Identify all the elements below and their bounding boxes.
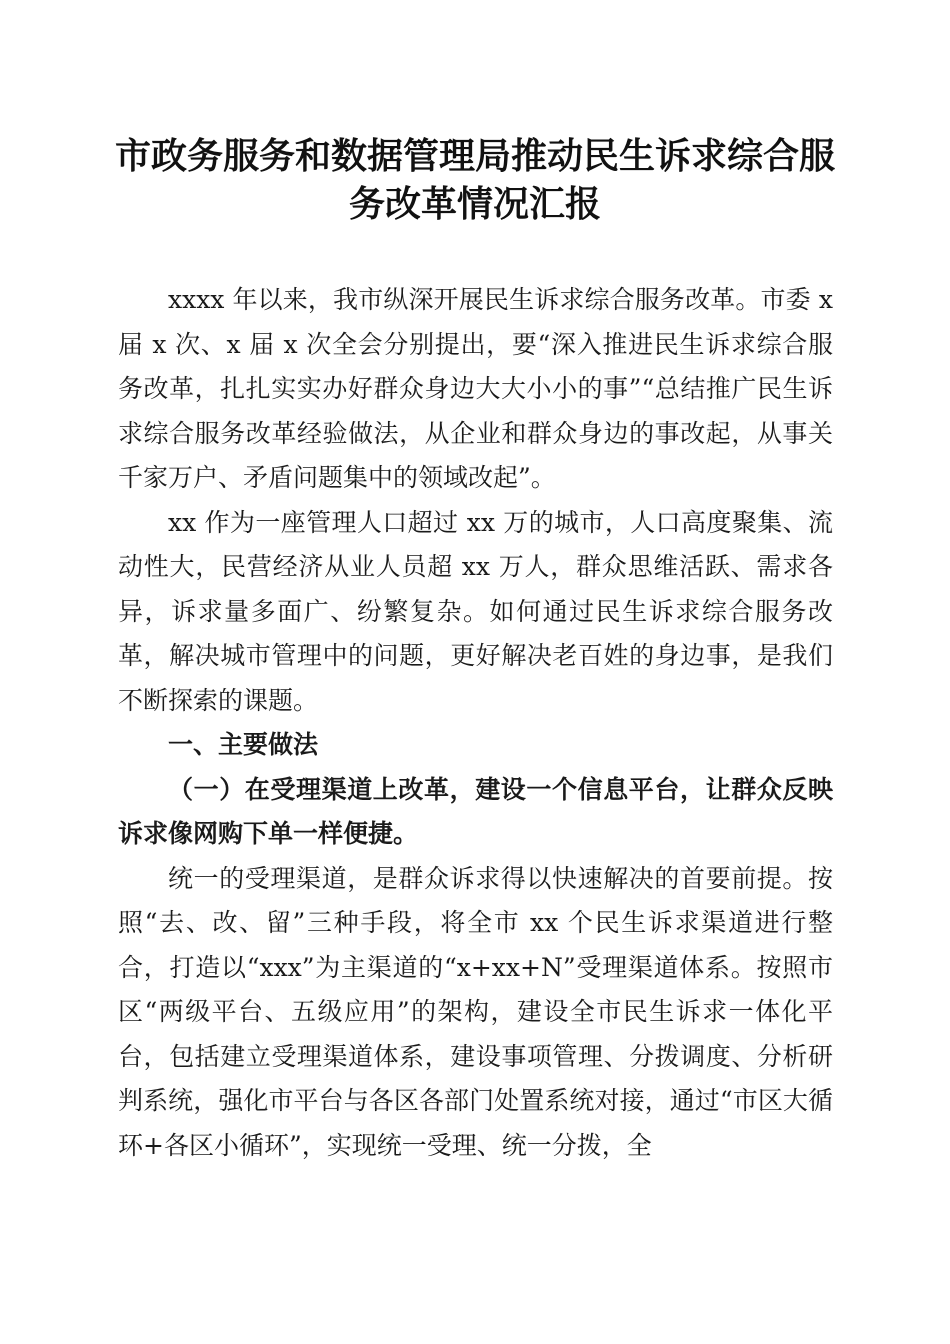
- document-title: [100, 132, 850, 228]
- title-line-2: 务改革情况汇报: [348, 183, 601, 225]
- paragraph-city-context: xx 作为一座管理人口超过 xx 万的城市，人口高度聚集、流动性大，民营经济从业人员超 xx 万人，群众思维活跃、需求各异，诉求量多面广、纷繁复杂。如何通过民生诉求综合服务改革，解决城市管理中的问题，更好解决老百姓的身边事，是我们不断探索的课题。: [118, 507, 833, 715]
- paragraph-channels: 统一的受理渠道，是群众诉求得以快速解决的首要前提。按照“去、改、留”三种手段，将全市 xx 个民生诉求渠道进行整合，打造以“xxx”为主渠道的“x+xx+N”受理渠道体系。按照市区“两级平台、五级应用”的架构，建设全市民生诉求一体化平台，包括建立受理渠道体系，建设事项管理、分拨调度、分析研判系统，强化市平台与各区各部门处置系统对接，通过“市区大循环+各区小循环”，实现统一受理、统一分拨，全: [118, 863, 833, 1160]
- document-body: [118, 278, 833, 1168]
- paragraph-intro: xxxx 年以来，我市纵深开展民生诉求综合服务改革。市委 x 届 x 次、x 届 x 次全会分别提出，要“深入推进民生诉求综合服务改革，扎扎实实办好群众身边大大小小的事”“总结推广民生诉求综合服务改革经验做法，从企业和群众身边的事改起，从事关千家万户、矛盾问题集中的领域改起”。: [118, 285, 833, 492]
- subsection-heading-channels: （一）在受理渠道上改革，建设一个信息平台，让群众反映诉求像网购下单一样便捷。: [118, 774, 833, 848]
- title-line-1: 市政务服务和数据管理局推动民生诉求综合服: [114, 135, 835, 177]
- section-heading-main-practices: 一、主要做法: [168, 730, 319, 759]
